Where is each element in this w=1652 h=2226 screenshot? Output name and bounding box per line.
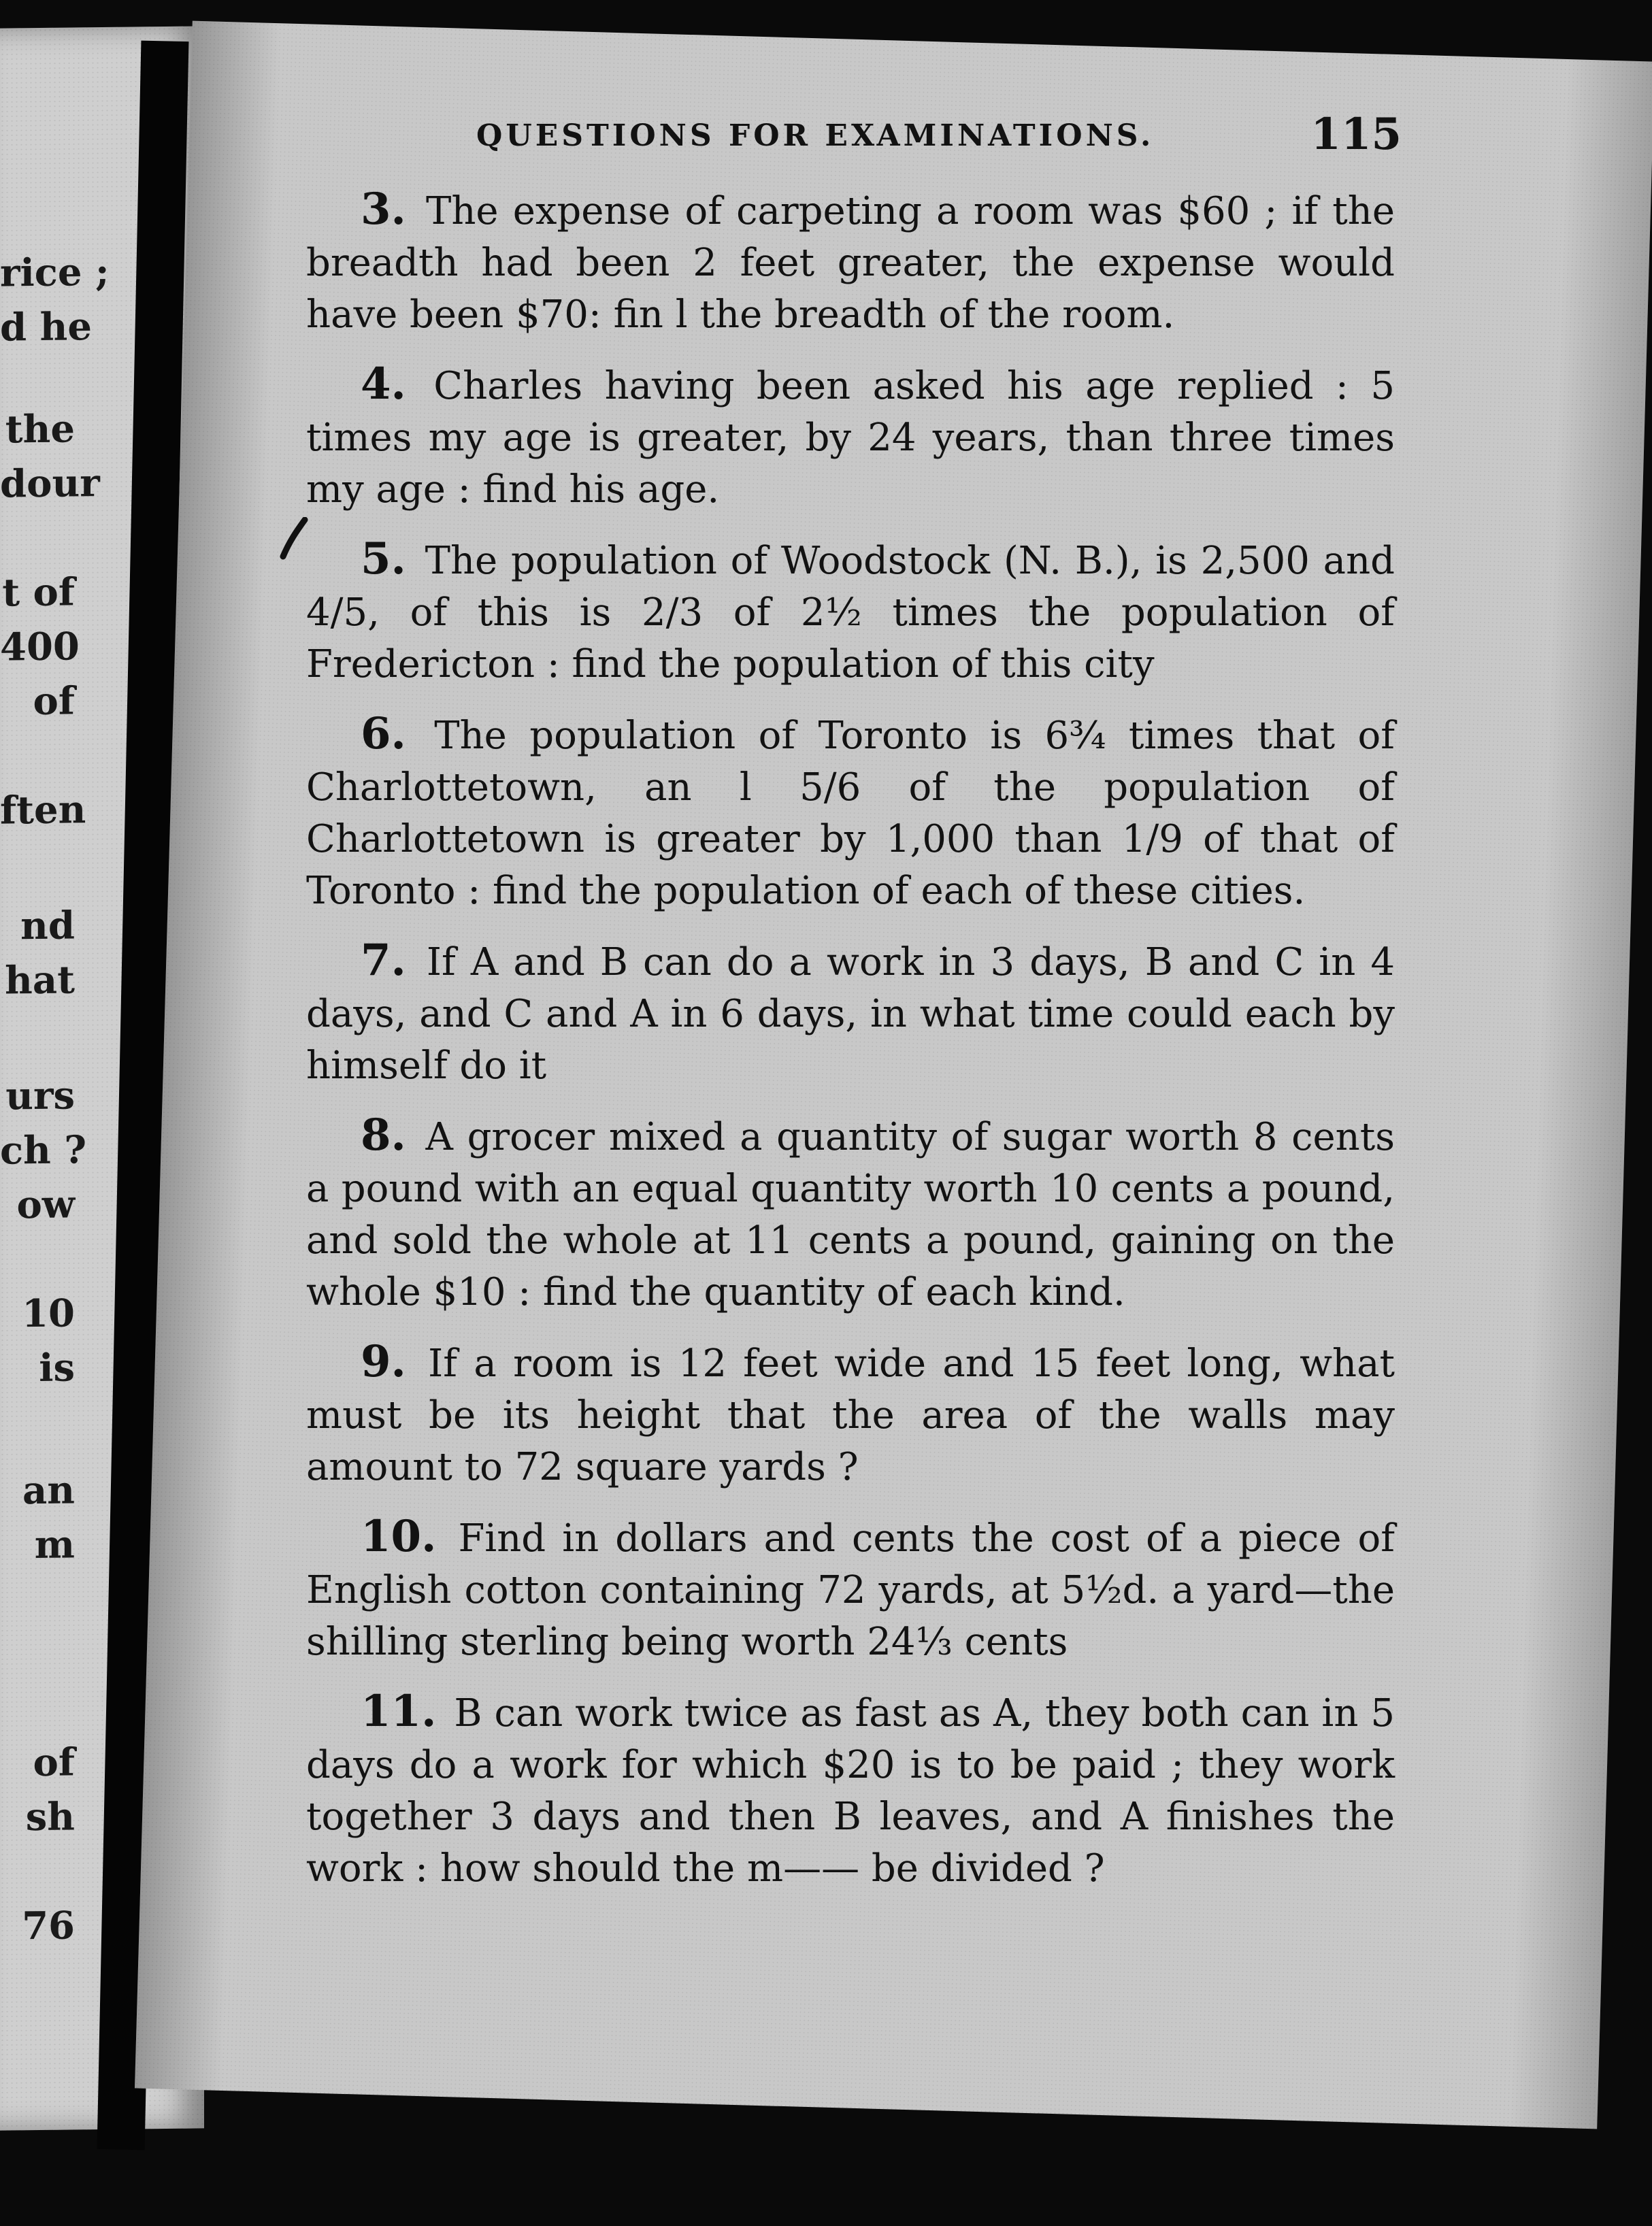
left-page-fragment-text: is bbox=[39, 1345, 75, 1391]
problem-list bbox=[306, 184, 1395, 1912]
problem-item bbox=[306, 1110, 1395, 1318]
left-page-fragment-text: dour bbox=[0, 461, 100, 507]
left-page-fragment-text: an bbox=[22, 1467, 75, 1514]
problem-text: If a room is 12 feet wide and 15 feet long, what must be its height that the area of the walls may amount to 72 square yards ? bbox=[306, 1342, 1395, 1489]
left-page-fragment-text: ch ? bbox=[0, 1127, 87, 1174]
problem-number: 8. bbox=[361, 1110, 406, 1161]
problem-number: 4. bbox=[361, 359, 406, 410]
problem-text: The population of Woodstock (N. B.), is 2,500 and 4/5, of this is 2/3 of 2½ times the population of Fredericton : find the population of this city bbox=[306, 539, 1395, 686]
left-page-fragment-text: 10 bbox=[22, 1291, 75, 1337]
problem-text: If A and B can do a work in 3 days, B and C in 4 days, and C and A in 6 days, in what time could each by himself do it bbox=[306, 940, 1395, 1088]
left-page-fragment-text: rice ; bbox=[0, 249, 110, 296]
left-page-fragment-text: hat bbox=[5, 957, 75, 1003]
problem-text: A grocer mixed a quantity of sugar worth 8 cents a pound with an equal quantity worth 10 cents a pound, and sold the whole at 11 cents a pound, gaining on the whole $10 : find the quantity of each kind. bbox=[306, 1115, 1395, 1314]
problem-text: Charles having been asked his age replied : 5 times my age is greater, by 24 years, than three times my age : find his age. bbox=[306, 364, 1395, 512]
left-page-fragment-text: sh bbox=[25, 1794, 75, 1840]
problem-number: 10. bbox=[361, 1511, 437, 1562]
problem-text: The population of Toronto is 6¾ times that of Charlottetown, an l 5/6 of the population of Charlottetown is greater by 1,000 than 1/9 of that of Toronto : find the population of each of these cities. bbox=[306, 714, 1395, 913]
page-number: 115 bbox=[1310, 109, 1402, 160]
problem-item bbox=[306, 935, 1395, 1092]
left-page-fragment-text: 400 bbox=[0, 624, 80, 670]
problem-item bbox=[306, 708, 1395, 917]
problem-item bbox=[306, 359, 1395, 516]
left-page-fragment-text: of bbox=[33, 1740, 75, 1786]
problem-item bbox=[306, 1336, 1395, 1493]
problem-number: 6. bbox=[361, 708, 406, 759]
left-page-fragment-text: d he bbox=[0, 304, 92, 350]
left-page-fragment-text: 76 bbox=[22, 1903, 75, 1949]
problem-text: The expense of carpeting a room was $60 ; if the breadth had been 2 feet greater, the expense would have been $70: fin l the breadth of the room. bbox=[306, 189, 1395, 337]
problem-item bbox=[306, 1511, 1395, 1668]
problem-number: 7. bbox=[361, 935, 406, 986]
problem-text: Find in dollars and cents the cost of a piece of English cotton containing 72 yards, at 5½d. a yard—the shilling sterling being worth 24⅓ cents bbox=[306, 1516, 1395, 1664]
problem-item bbox=[306, 1686, 1395, 1895]
left-page-fragment-text: nd bbox=[20, 903, 75, 949]
left-page-fragment-text: ow bbox=[16, 1182, 75, 1228]
pencil-tick-mark bbox=[278, 517, 309, 561]
problem-number: 3. bbox=[361, 184, 406, 235]
problem-number: 11. bbox=[361, 1686, 437, 1737]
left-page-fragment-text: ften bbox=[0, 787, 86, 833]
page-header bbox=[299, 109, 1402, 170]
left-page-fragment-text: urs bbox=[5, 1073, 75, 1119]
problem-number: 5. bbox=[361, 533, 406, 584]
left-page-fragment-text: of bbox=[33, 678, 75, 725]
problem-item bbox=[306, 533, 1395, 691]
left-page-fragment-text: the bbox=[5, 406, 75, 452]
problem-text: B can work twice as fast as A, they both can in 5 days do a work for which $20 is to be paid ; they work together 3 days and then B leaves, and A finishes the work : how should the m—— be divided ? bbox=[306, 1691, 1395, 1891]
left-page-fragment-text: t of bbox=[2, 569, 75, 616]
problem-number: 9. bbox=[361, 1336, 406, 1387]
left-page-fragment-text: m bbox=[34, 1522, 75, 1568]
running-head: QUESTIONS FOR EXAMINATIONS. bbox=[476, 118, 1155, 153]
problem-item bbox=[306, 184, 1395, 341]
